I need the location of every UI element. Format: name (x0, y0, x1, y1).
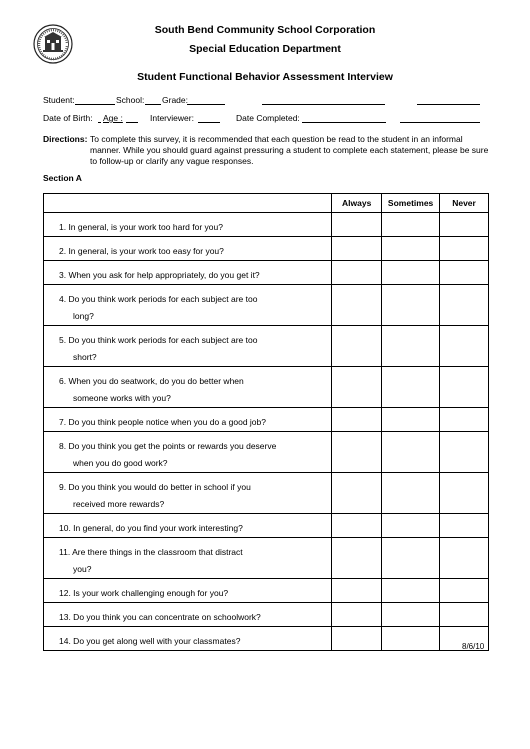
response-cell-never[interactable] (440, 514, 489, 538)
response-cell-always[interactable] (332, 473, 382, 514)
directions (43, 134, 491, 166)
dob-label: Date of Birth: (43, 113, 93, 123)
response-cell-always[interactable] (332, 285, 382, 326)
question-cell (44, 367, 332, 408)
interviewer-label: Interviewer: (150, 113, 194, 123)
question-text: 13. Do you think you can concentrate on schoolwork? (59, 612, 261, 622)
response-cell-sometimes[interactable] (382, 213, 440, 237)
response-cell-sometimes[interactable] (382, 432, 440, 473)
question-cell (44, 603, 332, 627)
response-cell-sometimes[interactable] (382, 603, 440, 627)
table-row (44, 213, 489, 237)
grade-label: Grade: (162, 95, 188, 105)
question-text-continued: you? (73, 564, 92, 574)
question-text-continued: long? (73, 311, 94, 321)
response-cell-sometimes[interactable] (382, 367, 440, 408)
section-heading: Section A (43, 173, 82, 183)
directions-text: To complete this survey, it is recommended that each question be read to the student in an informal manner. While you should guard against pressuring a student to complete each statement, please be sure to follow-up or clarify any vague responses. (90, 134, 489, 166)
table-row (44, 627, 489, 651)
question-cell (44, 579, 332, 603)
response-cell-never[interactable] (440, 237, 489, 261)
question-text: 9. Do you think you would do better in school if you (59, 482, 251, 492)
response-cell-never[interactable] (440, 408, 489, 432)
question-text-continued: someone works with you? (73, 393, 171, 403)
table-row (44, 367, 489, 408)
blank-field-1[interactable] (262, 104, 385, 105)
question-text: 3. When you ask for help appropriately, do you get it? (59, 270, 260, 280)
blank-field-3[interactable] (400, 122, 480, 123)
blank-field-2[interactable] (417, 104, 480, 105)
table-row (44, 514, 489, 538)
table-header-row (44, 194, 489, 213)
question-text: 10. In general, do you find your work interesting? (59, 523, 243, 533)
table-row (44, 538, 489, 579)
age-label: Age : (103, 113, 123, 123)
question-cell (44, 285, 332, 326)
table-row (44, 237, 489, 261)
response-cell-always[interactable] (332, 627, 382, 651)
table-row (44, 408, 489, 432)
question-text: 4. Do you think work periods for each subject are too (59, 294, 258, 304)
question-column-header (44, 194, 332, 213)
directions-label: Directions: (43, 134, 88, 144)
response-cell-sometimes[interactable] (382, 326, 440, 367)
question-cell (44, 261, 332, 285)
question-text-continued: received more rewards? (73, 499, 165, 509)
question-cell (44, 326, 332, 367)
question-text-continued: short? (73, 352, 97, 362)
question-text: 14. Do you get along well with your classmates? (59, 636, 241, 646)
question-text-continued: when you do good work? (73, 458, 168, 468)
table-row (44, 261, 489, 285)
response-cell-never[interactable] (440, 213, 489, 237)
question-cell (44, 432, 332, 473)
response-cell-sometimes[interactable] (382, 538, 440, 579)
question-text: 2. In general, is your work too easy for you? (59, 246, 224, 256)
table-row (44, 285, 489, 326)
table-row (44, 326, 489, 367)
question-text: 12. Is your work challenging enough for you? (59, 588, 229, 598)
age-field[interactable] (126, 122, 138, 123)
response-cell-never[interactable] (440, 326, 489, 367)
question-text: 8. Do you think you get the points or rewards you deserve (59, 441, 277, 451)
school-field[interactable] (145, 104, 161, 105)
response-cell-always[interactable] (332, 326, 382, 367)
student-field[interactable] (75, 104, 115, 105)
student-info-row (0, 95, 530, 109)
response-cell-never[interactable] (440, 579, 489, 603)
response-cell-always[interactable] (332, 514, 382, 538)
question-cell (44, 237, 332, 261)
response-cell-sometimes[interactable] (382, 579, 440, 603)
response-cell-sometimes[interactable] (382, 408, 440, 432)
response-cell-never[interactable] (440, 285, 489, 326)
response-cell-sometimes[interactable] (382, 285, 440, 326)
response-cell-always[interactable] (332, 579, 382, 603)
response-cell-always[interactable] (332, 213, 382, 237)
question-text: 6. When you do seatwork, do you do better when (59, 376, 244, 386)
question-cell (44, 473, 332, 514)
question-text: 7. Do you think people notice when you do a good job? (59, 417, 266, 427)
question-cell (44, 627, 332, 651)
table-row (44, 579, 489, 603)
response-cell-sometimes[interactable] (382, 514, 440, 538)
interview-info-row (0, 113, 530, 127)
dob-field[interactable] (98, 122, 101, 123)
response-cell-always[interactable] (332, 261, 382, 285)
response-cell-sometimes[interactable] (382, 473, 440, 514)
question-cell (44, 213, 332, 237)
response-cell-never[interactable] (440, 261, 489, 285)
question-text: 1. In general, is your work too hard for you? (59, 222, 223, 232)
response-cell-always[interactable] (332, 538, 382, 579)
survey-table (43, 193, 489, 651)
school-label: School: (116, 95, 145, 105)
table-row (44, 603, 489, 627)
question-cell (44, 408, 332, 432)
question-cell (44, 514, 332, 538)
response-cell-always[interactable] (332, 237, 382, 261)
response-cell-always[interactable] (332, 408, 382, 432)
column-header-sometimes: Sometimes (382, 194, 440, 213)
column-header-always: Always (332, 194, 382, 213)
response-cell-sometimes[interactable] (382, 261, 440, 285)
date-completed-field[interactable] (302, 122, 386, 123)
question-text: 11. Are there things in the classroom that distract (59, 547, 243, 557)
response-cell-never[interactable] (440, 603, 489, 627)
student-label: Student: (43, 95, 75, 105)
response-cell-never[interactable] (440, 473, 489, 514)
response-cell-always[interactable] (332, 432, 382, 473)
department-name: Special Education Department (189, 43, 341, 55)
question-cell (44, 538, 332, 579)
table-row (44, 473, 489, 514)
question-text: 5. Do you think work periods for each subject are too (59, 335, 258, 345)
response-cell-always[interactable] (332, 367, 382, 408)
response-cell-sometimes[interactable] (382, 627, 440, 651)
interviewer-field[interactable] (198, 122, 220, 123)
response-cell-never[interactable] (440, 538, 489, 579)
date-code: 8/6/10 (462, 642, 485, 651)
response-cell-never[interactable] (440, 432, 489, 473)
form-title: Student Functional Behavior Assessment Interview (137, 71, 393, 83)
column-header-never: Never (440, 194, 489, 213)
date-completed-label: Date Completed: (236, 113, 300, 123)
response-cell-always[interactable] (332, 603, 382, 627)
table-row (44, 432, 489, 473)
response-cell-never[interactable] (440, 367, 489, 408)
organization-name: South Bend Community School Corporation (154, 24, 376, 36)
response-cell-sometimes[interactable] (382, 237, 440, 261)
grade-field[interactable] (187, 104, 225, 105)
